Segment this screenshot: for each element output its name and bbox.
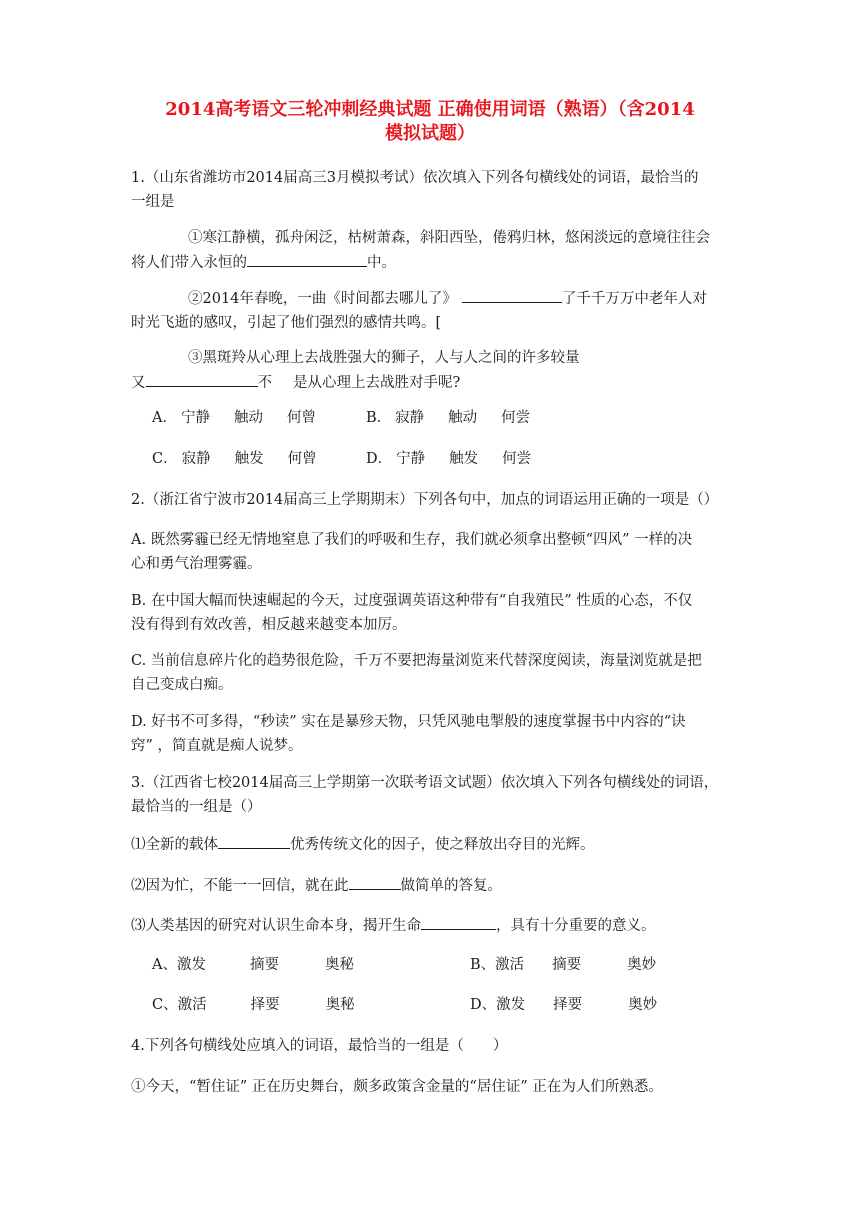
q3-s2-text: ⑵因为忙，不能一一回信，就在此 xyxy=(131,878,349,894)
q2-b-line-2: 没有得到有效改善，相反越来越变本加厉。 xyxy=(131,617,407,633)
option-word: 何尝 xyxy=(501,410,531,426)
option-word: 激活 xyxy=(495,957,525,973)
option-word: 择要 xyxy=(250,997,280,1013)
q3-sentence-1 xyxy=(131,832,731,857)
option-word: 摘要 xyxy=(249,957,279,973)
q3-s2-tail: 做简单的答复。 xyxy=(400,878,502,894)
option-word: 激活 xyxy=(177,997,207,1013)
q2-option-b xyxy=(131,589,731,637)
q2-stem: 2.（浙江省宁波市2014届高三上学期期末）下列各句中，加点的词语运用正确的一项是（） xyxy=(131,492,719,508)
option-key: C． xyxy=(152,451,178,467)
q3-s1-text: ⑴全新的载体 xyxy=(131,837,218,853)
q2-d-line-1: D. 好书不可多得，“秒读” 实在是暴殄天物，只凭风驰电掣般的速度掌握书中内容的“诀 xyxy=(131,714,686,730)
option-word: 宁静 xyxy=(396,451,426,467)
option-key: C、 xyxy=(152,997,178,1013)
option-word: 激发 xyxy=(176,957,206,973)
q2-option-d xyxy=(131,710,731,758)
option-key: B． xyxy=(366,410,392,426)
q1-s1-tail: 中。 xyxy=(367,255,396,271)
q3-stem xyxy=(131,771,731,819)
option-word: 何尝 xyxy=(502,451,532,467)
q4-stem: 4.下列各句横线处应填入的词语，最恰当的一组是（ ） xyxy=(131,1038,508,1054)
q3-sentence-3 xyxy=(131,913,731,938)
option-word: 何曾 xyxy=(286,410,316,426)
q1-s1-blank xyxy=(247,250,367,267)
q1-sentence-1 xyxy=(131,226,731,275)
q3-s1-blank xyxy=(218,832,290,849)
option-word: 奥妙 xyxy=(628,997,658,1013)
q2-c-line-2: 自己变成白痴。 xyxy=(131,677,233,693)
option-word: 奥秘 xyxy=(324,957,354,973)
q1-option-b xyxy=(366,406,530,430)
option-word: 触动 xyxy=(233,410,263,426)
q1-sentence-3 xyxy=(131,346,731,395)
option-key: D、 xyxy=(470,997,497,1013)
q1-sentence-2 xyxy=(131,286,731,335)
q3-option-c xyxy=(152,993,355,1017)
q3-stem-line-1: 3.（江西省七校2014届高三上学期第一次联考语文试题）依次填入下列各句横线处的词语， xyxy=(131,775,719,791)
q1-s3-line-2 xyxy=(131,370,731,395)
q1-s2-tail: 了千千万万中老年人对 xyxy=(561,291,707,307)
q2-option-c xyxy=(131,649,731,697)
q3-s3-tail: ，具有十分重要的意义。 xyxy=(496,918,656,934)
option-word: 触动 xyxy=(448,410,478,426)
option-word: 激发 xyxy=(496,997,526,1013)
q1-s1-line-2 xyxy=(131,250,731,275)
title-line-1: 2014高考语文三轮冲刺经典试题 正确使用词语（熟语）（含2014 xyxy=(165,99,695,120)
option-word: 触发 xyxy=(449,451,479,467)
q3-option-a xyxy=(152,953,354,977)
option-word: 寂静 xyxy=(395,410,425,426)
q1-s1-line-1: ①寒江静横，孤舟闲泛，枯树萧森，斜阳西坠，倦鸦归林，悠闲淡远的意境往往会 xyxy=(188,230,710,246)
option-word: 奥秘 xyxy=(325,997,355,1013)
q3-sentence-2 xyxy=(131,873,731,898)
option-word: 摘要 xyxy=(552,957,582,973)
q1-s1-text: 将人们带入永恒的 xyxy=(131,255,247,271)
q2-d-line-2: 窍” ，简直就是痴人说梦。 xyxy=(131,738,303,754)
option-key: A． xyxy=(152,410,177,426)
option-word: 奥妙 xyxy=(627,957,657,973)
q1-option-d xyxy=(366,447,531,471)
q1-s3-tail: 是从心理上去战胜对手呢? xyxy=(293,375,461,391)
option-key: B、 xyxy=(470,957,496,973)
q1-stem xyxy=(131,166,731,214)
q3-s2-blank xyxy=(349,873,401,890)
title-line-2: 模拟试题） xyxy=(385,123,475,144)
q2-a-line-1: A. 既然雾霾已经无情地窒息了我们的呼吸和生存，我们就必须拿出整顿“四风” 一样的决 xyxy=(131,532,693,548)
document-title xyxy=(100,98,760,146)
q2-c-line-1: C. 当前信息碎片化的趋势很危险，千万不要把海量浏览来代替深度阅读，海量浏览就是把 xyxy=(131,653,702,669)
q3-option-b xyxy=(470,953,656,977)
option-word: 择要 xyxy=(553,997,583,1013)
q3-stem-line-2: 最恰当的一组是（） xyxy=(131,799,262,815)
q3-s3-text: ⑶人类基因的研究对认识生命本身，揭开生命 xyxy=(131,918,421,934)
option-word: 寂静 xyxy=(181,451,211,467)
option-key: A、 xyxy=(152,957,177,973)
q2-b-line-1: B. 在中国大幅而快速崛起的今天，过度强调英语这种带有“自我殖民” 性质的心态，不仅 xyxy=(131,593,693,609)
option-word: 触发 xyxy=(234,451,264,467)
q1-s2-line-1 xyxy=(131,286,731,311)
option-key: D． xyxy=(366,451,393,467)
option-word: 宁静 xyxy=(180,410,210,426)
q1-option-a xyxy=(152,406,316,430)
q2-a-line-2: 心和勇气治理雾霾。 xyxy=(131,556,262,572)
q3-option-d xyxy=(470,993,657,1017)
q3-s1-tail: 优秀传统文化的因子，使之释放出夺目的光辉。 xyxy=(290,837,595,853)
q1-s2-text: ②2014年春晚，一曲《时间都去哪儿了》 xyxy=(188,291,457,307)
option-word: 何曾 xyxy=(287,451,317,467)
q1-s3-line-1: ③黑斑羚从心理上去战胜强大的狮子，人与人之间的许多较量 xyxy=(188,350,580,366)
q3-s3-blank xyxy=(421,913,496,930)
q1-option-c xyxy=(152,447,317,471)
q1-s3-text: 又 xyxy=(131,375,146,391)
q1-stem-line-2: 一组是 xyxy=(131,194,175,210)
q1-s3-mid: 不 xyxy=(257,375,272,391)
q1-s3-blank xyxy=(146,370,258,387)
q1-s2-blank xyxy=(462,286,562,303)
q4-sentence-1: ①今天，“暂住证” 正在历史舞台，颇多政策含金量的“居住证” 正在为人们所熟悉。 xyxy=(131,1079,663,1095)
q1-stem-line-1: 1.（山东省潍坊市2014届高三3月模拟考试）依次填入下列各句横线处的词语，最恰当的 xyxy=(131,170,699,186)
q1-s2-line-2: 时光飞逝的感叹，引起了他们强烈的感情共鸣。[ xyxy=(131,315,442,331)
q2-option-a xyxy=(131,528,731,576)
